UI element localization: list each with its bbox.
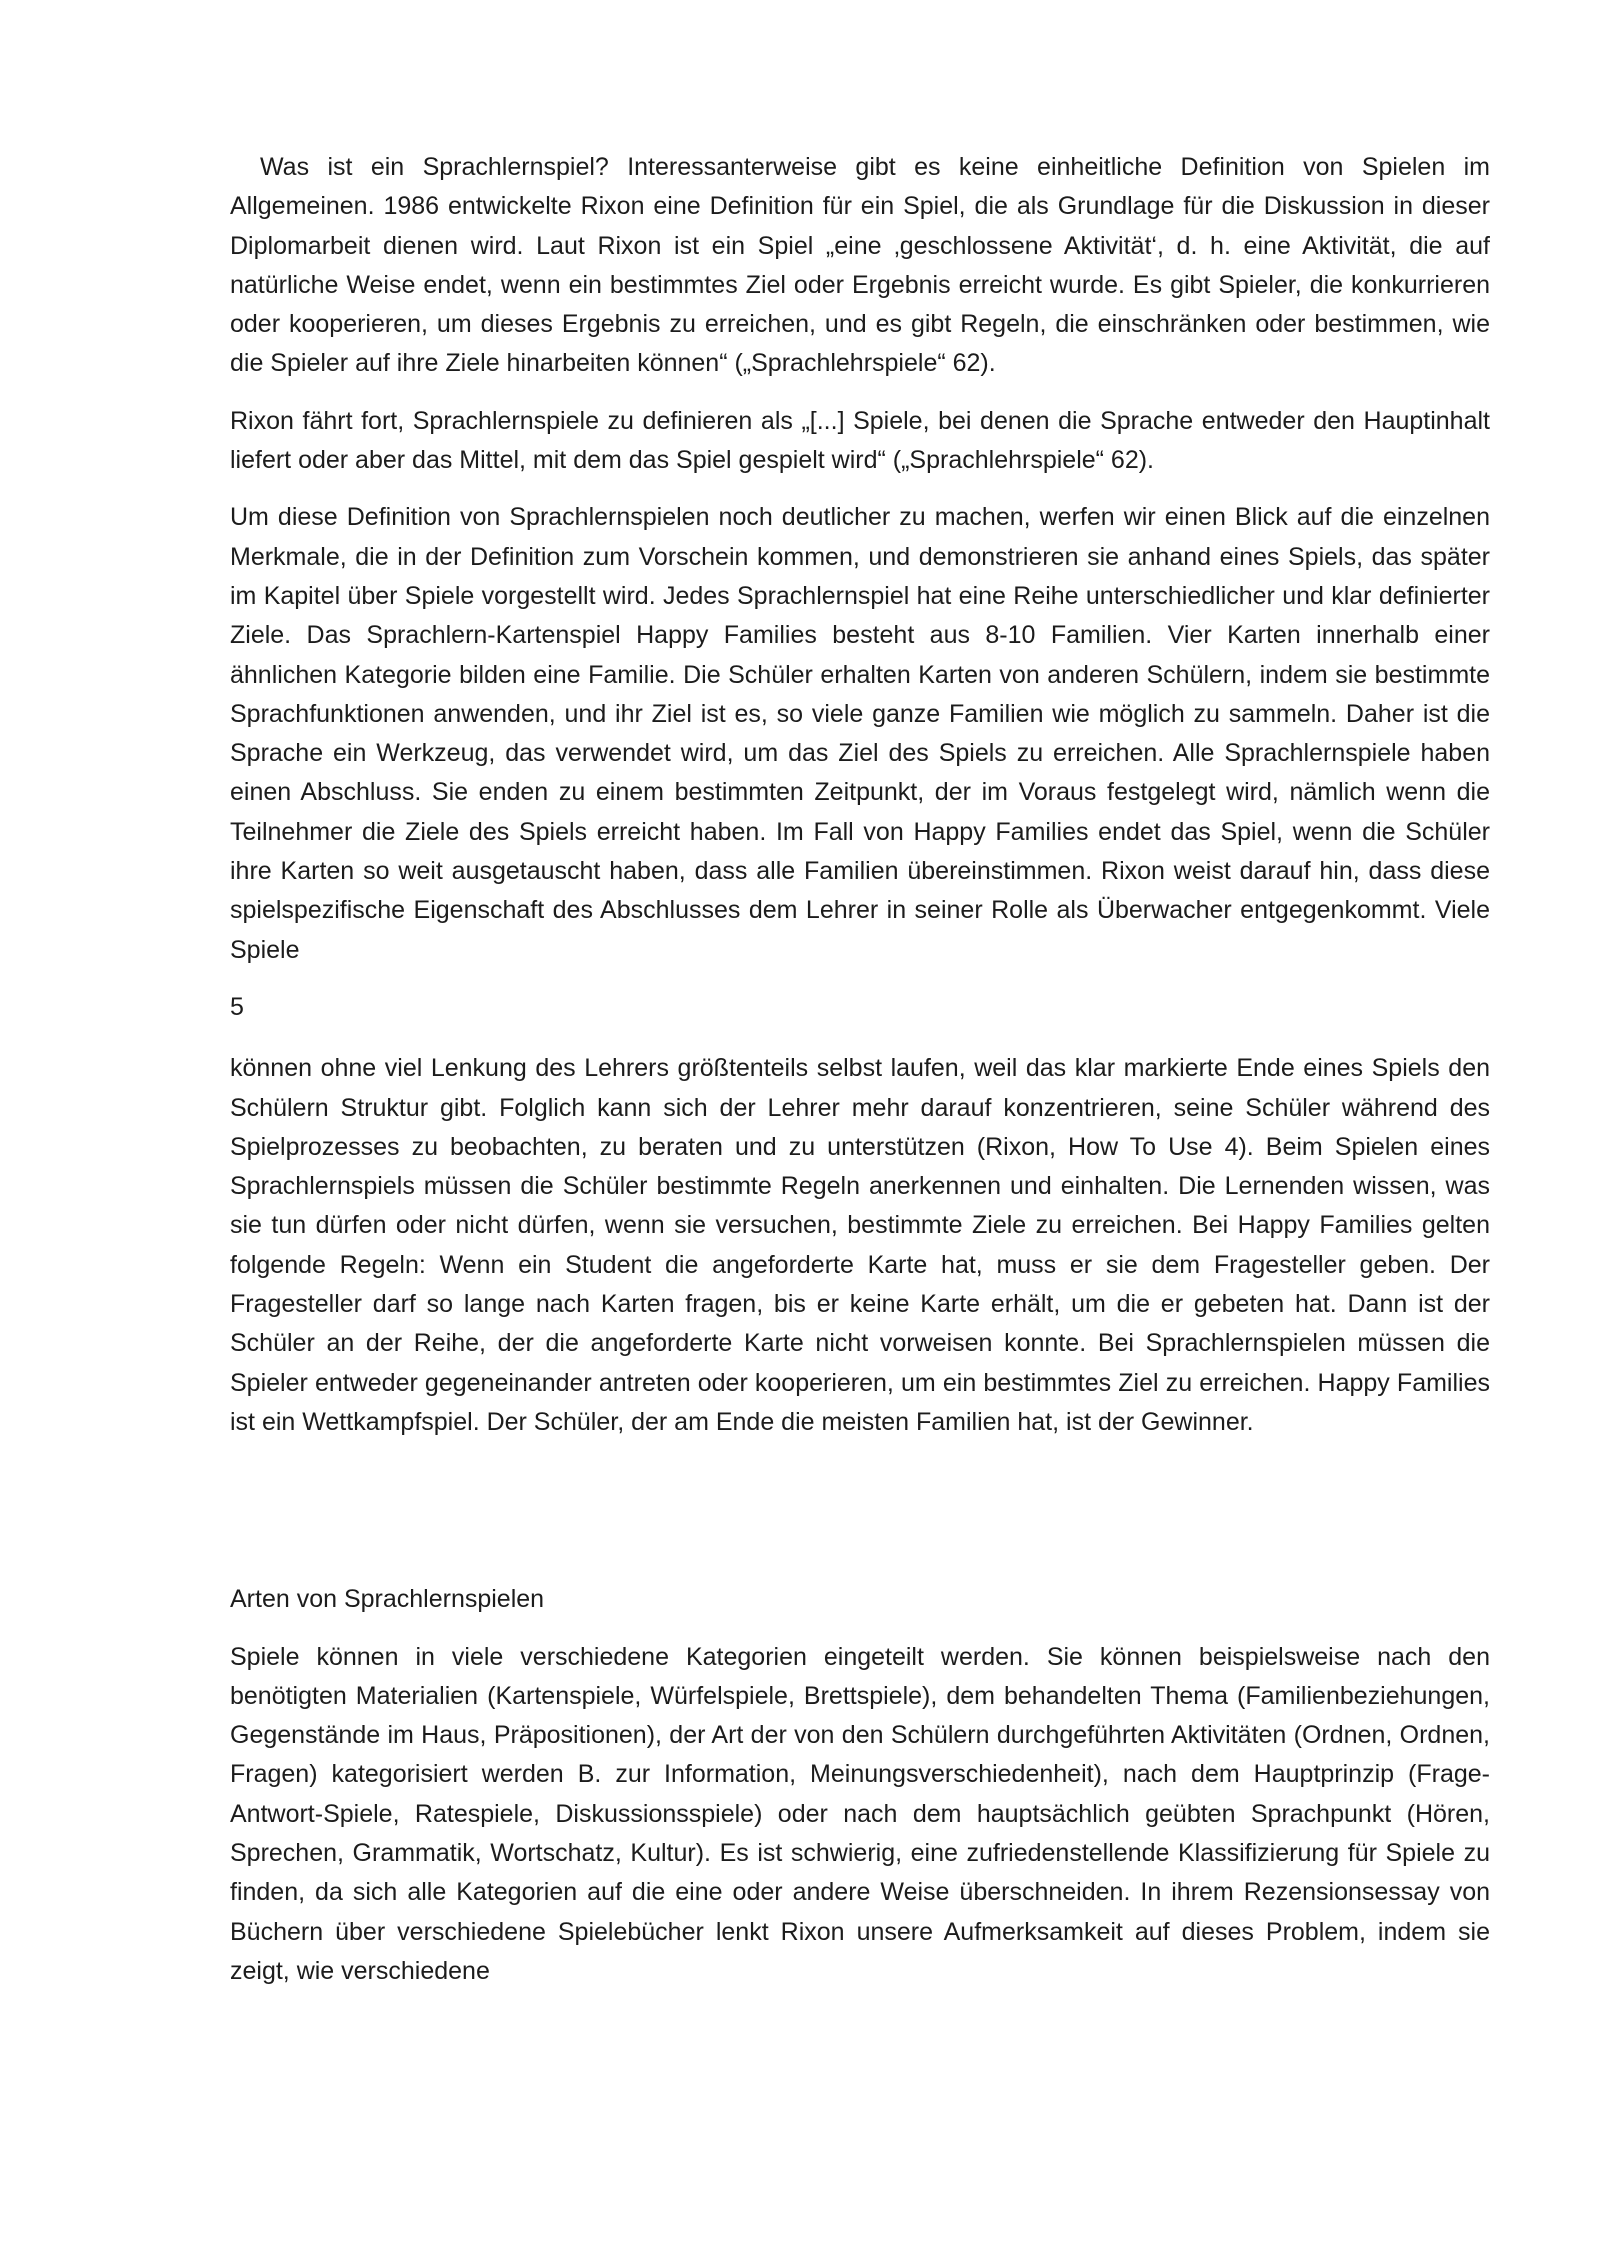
- page-number: 5: [230, 992, 244, 1021]
- paragraph-features-happy-families: Um diese Definition von Sprachlernspielen noch deutlicher zu machen, werfen wir einen Blick auf die einzelnen Merkmale, die in der Definition zum Vorschein kommen, und demonstrieren sie anhand eines Spiels, das später im Kapitel über Spiele vorgestellt wird. Jedes Sprachlernspiel hat eine Reihe unterschiedlicher und klar definierter Ziele. Das Sprachlern-Kartenspiel Happy Families besteht aus 8-10 Familien. Vier Karten innerhalb einer ähnlichen Kategorie bilden eine Familie. Die Schüler erhalten Karten von anderen Schülern, indem sie bestimmte Sprachfunktionen anwenden, und ihr Ziel ist es, so viele ganze Familien wie möglich zu sammeln. Daher ist die Sprache ein Werkzeug, das verwendet wird, um das Ziel des Spiels zu erreichen. Alle Sprachlernspiele haben einen Abschluss. Sie enden zu einem bestimmten Zeitpunkt, der im Voraus festgelegt wird, nämlich wenn die Teilnehmer die Ziele des Spiels erreicht haben. Im Fall von Happy Families endet das Spiel, wenn die Schüler ihre Karten so weit ausgetauscht haben, dass alle Familien übereinstimmen. Rixon weist darauf hin, dass diese spielspezifische Eigenschaft des Abschlusses dem Lehrer in seiner Rolle als Überwacher entgegenkommt. Viele Spiele: [230, 503, 1490, 964]
- document-page: [230, 148, 1490, 2009]
- paragraph-categories: Spiele können in viele verschiedene Kategorien eingeteilt werden. Sie können beispielsweise nach den benötigten Materialien (Kartenspiele, Würfelspiele, Brettspiele), dem behandelten Thema (Familienbeziehungen, Gegenstände im Haus, Präpositionen), der Art der von den Schülern durchgeführten Aktivitäten (Ordnen, Ordnen, Fragen) kategorisiert werden B. zur Information, Meinungsverschiedenheit), nach dem Hauptprinzip (Frage-Antwort-Spiele, Ratespiele, Diskussionsspiele) oder nach dem hauptsächlich geübten Sprachpunkt (Hören, Sprechen, Grammatik, Wortschatz, Kultur). Es ist schwierig, eine zufriedenstellende Klassifizierung für Spiele zu finden, da sich alle Kategorien auf die eine oder andere Weise überschneiden. In ihrem Rezensionsessay von Büchern über verschiedene Spielebücher lenkt Rixon unsere Aufmerksamkeit auf dieses Problem, indem sie zeigt, wie verschiedene: [230, 1642, 1490, 1985]
- paragraph-definition-intro: Was ist ein Sprachlernspiel? Interessanterweise gibt es keine einheitliche Definition von Spielen im Allgemeinen. 1986 entwickelte Rixon eine Definition für ein Spiel, die als Grundlage für die Diskussion in dieser Diplomarbeit dienen wird. Laut Rixon ist ein Spiel „eine ‚geschlossene Aktivität‘, d. h. eine Aktivität, die auf natürliche Weise endet, wenn ein bestimmtes Ziel oder Ergebnis erreicht wurde. Es gibt Spieler, die konkurrieren oder kooperieren, um dieses Ergebnis zu erreichen, und es gibt Regeln, die einschränken oder bestimmen, wie die Spieler auf ihre Ziele hinarbeiten können“ („Sprachlehrspiele“ 62).: [230, 153, 1490, 378]
- section-heading: Arten von Sprachlernspielen: [230, 1585, 545, 1614]
- paragraph-rixon-definition: Rixon fährt fort, Sprachlernspiele zu definieren als „[...] Spiele, bei denen die Sprache entweder den Hauptinhalt liefert oder aber das Mittel, mit dem das Spiel gespielt wird“ („Sprachlehrspiele“ 62).: [230, 406, 1490, 475]
- paragraph-rules-continuation: können ohne viel Lenkung des Lehrers größtenteils selbst laufen, weil das klar markierte Ende eines Spiels den Schülern Struktur gibt. Folglich kann sich der Lehrer mehr darauf konzentrieren, seine Schüler während des Spielprozesses zu beobachten, zu beraten und zu unterstützen (Rixon, How To Use 4). Beim Spielen eines Sprachlernspiels müssen die Schüler bestimmte Regeln anerkennen und einhalten. Die Lernenden wissen, was sie tun dürfen oder nicht dürfen, wenn sie versuchen, bestimmte Ziele zu erreichen. Bei Happy Families gelten folgende Regeln: Wenn ein Student die angeforderte Karte hat, muss er sie dem Fragesteller geben. Der Fragesteller darf so lange nach Karten fragen, bis er keine Karte erhält, um die er gebeten hat. Dann ist der Schüler an der Reihe, der die angeforderte Karte nicht vorweisen konnte. Bei Sprachlernspielen müssen die Spieler entweder gegeneinander antreten oder kooperieren, um ein bestimmtes Ziel zu erreichen. Happy Families ist ein Wettkampfspiel. Der Schüler, der am Ende die meisten Familien hat, ist der Gewinner.: [230, 1054, 1490, 1436]
